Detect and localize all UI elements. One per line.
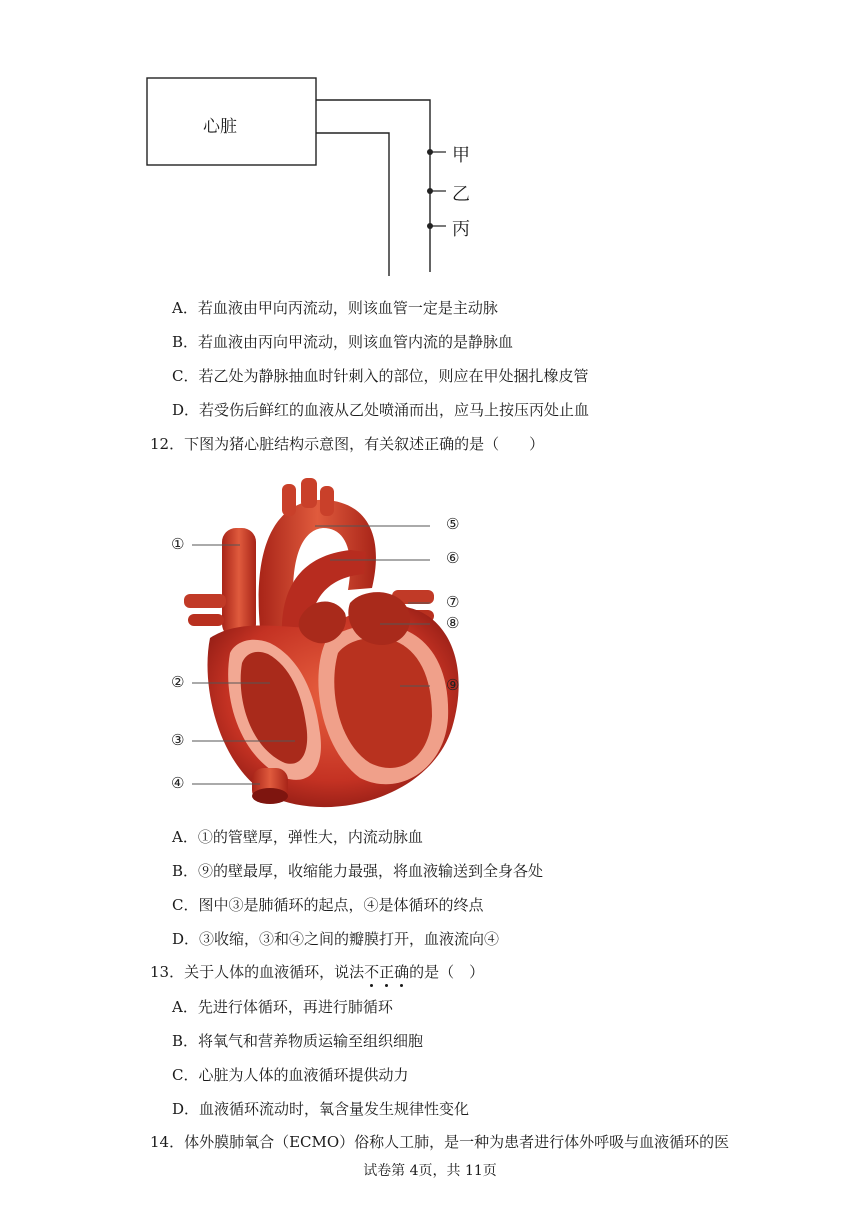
heart-vessel-diagram xyxy=(0,0,860,290)
q13-option-d: D．血液循环流动时，氧含量发生规律性变化 xyxy=(172,1100,470,1118)
q13-emph-2: 正 xyxy=(379,963,395,981)
heart-label-1: ① xyxy=(171,535,185,553)
heart-label-9: ⑨ xyxy=(446,676,460,694)
q13-emph-1: 不 xyxy=(364,963,380,981)
q12-option-b: B．⑨的壁最厚，收缩能力最强，将血液输送到全身各处 xyxy=(172,862,544,880)
q13-emph-3: 确 xyxy=(394,963,410,981)
point-bing-label: 丙 xyxy=(452,219,470,240)
q13-stem xyxy=(150,962,484,982)
q11-option-d: D．若受伤后鲜红的血液从乙处喷涌而出，应马上按压丙处止血 xyxy=(172,401,590,419)
q12-stem: 12．下图为猪心脏结构示意图，有关叙述正确的是（ ） xyxy=(150,435,545,453)
q13-option-c: C．心脏为人体的血液循环提供动力 xyxy=(172,1066,409,1084)
q12-option-a: A．①的管壁厚，弹性大，内流动脉血 xyxy=(172,828,423,846)
heart-label-6: ⑥ xyxy=(446,549,460,567)
heart-label-7: ⑦ xyxy=(446,593,460,611)
q11-option-c: C．若乙处为静脉抽血时针刺入的部位，则应在甲处捆扎橡皮管 xyxy=(172,367,589,385)
pig-heart-illustration xyxy=(160,478,480,808)
q13-stem-after: 的是（ ） xyxy=(409,963,485,981)
heart-label-2: ② xyxy=(171,673,185,691)
q12-option-c: C．图中③是肺循环的起点，④是体循环的终点 xyxy=(172,896,484,914)
page-footer: 试卷第 4页，共 11页 xyxy=(363,1163,497,1179)
heart-label-4: ④ xyxy=(171,774,185,792)
heart-label: 心脏 xyxy=(203,117,237,137)
q11-option-b: B．若血液由丙向甲流动，则该血管内流的是静脉血 xyxy=(172,333,514,351)
vessel-line-inner xyxy=(316,133,389,276)
point-jia-label: 甲 xyxy=(452,145,470,166)
heart-label-5: ⑤ xyxy=(446,515,460,533)
heart-label-8: ⑧ xyxy=(446,614,460,632)
q12-option-d: D．③收缩，③和④之间的瓣膜打开，血液流向④ xyxy=(172,930,500,948)
point-yi-label: 乙 xyxy=(452,184,470,205)
q13-stem-before: 13．关于人体的血液循环，说法 xyxy=(150,963,365,981)
q13-option-b: B．将氧气和营养物质运输至组织细胞 xyxy=(172,1032,424,1050)
q11-option-a: A．若血液由甲向丙流动，则该血管一定是主动脉 xyxy=(172,299,498,317)
heart-label-3: ③ xyxy=(171,731,185,749)
q14-stem: 14．体外膜肺氧合（ECMO）俗称人工肺，是一种为患者进行体外呼吸与血液循环的医 xyxy=(150,1133,730,1151)
vessel-line-outer xyxy=(316,100,430,272)
q13-option-a: A．先进行体循环，再进行肺循环 xyxy=(172,998,393,1016)
